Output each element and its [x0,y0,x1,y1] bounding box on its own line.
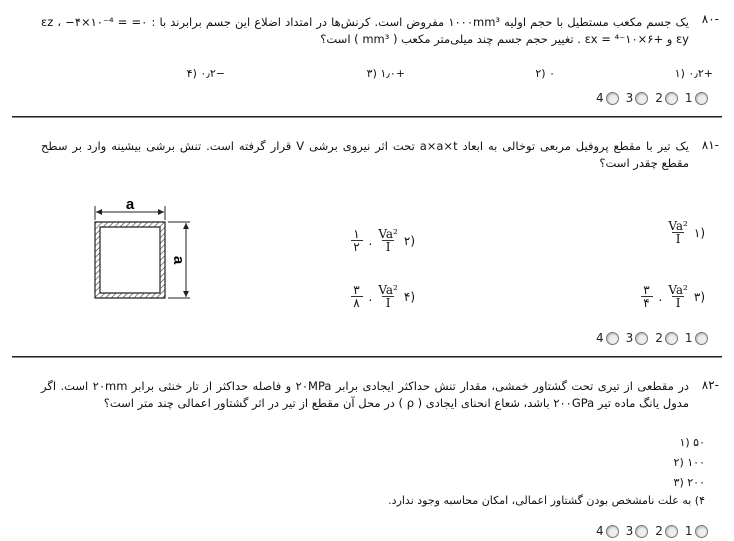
option-4-coefficient: $\frac{۳}{۸}$ [351,284,363,309]
question-80 [32,6,725,86]
option-3: ۲۰۰ (۳ [673,476,705,489]
question-separator [12,116,722,118]
radio-label-4: 4 [596,524,604,538]
option-4: ۴) به علت نامشخص بودن گشتاور اعمالی، امکان محاسبه وجود ندارد. [388,494,705,507]
radio-option-3[interactable] [635,92,648,105]
question-text: یک تیر با مقطع پروفیل مربعی توخالی به ابعاد a×a×t تحت اثر نیروی برشی V قرار گرفته است. تنش برشی بیشینه وارد بر سطح مقطع چقدر است؟ [41,139,690,170]
question-text: یک جسم مکعب مستطیل با حجم اولیه ۱۰۰۰mm³ مفروض است. کرنش‌ها در امتداد اضلاع این جسم برابرند با : ۰= εz ، −۴×۱۰⁻⁴ = εy و +۶×۱۰⁻⁴ = εx . تغییر حجم جسم چند میلی‌متر مکعب ( mm³ ) است؟ [41,15,689,46]
radio-label-3: 3 [625,331,634,345]
radio-label-4: 4 [596,91,604,105]
radio-option-2[interactable] [665,92,678,105]
question-separator [12,356,722,358]
option-2: ۱۰۰ (۲ [673,456,705,469]
option-1-fraction: $\frac{\text{Va²}}{I}$ [668,219,688,246]
radio-option-1[interactable] [695,525,708,538]
question-number: -۸۱ [701,138,719,152]
hollow-square-section-figure [90,200,200,300]
option-1: (۱ $\frac{\text{Va²}}{I}$ [668,219,705,246]
question-82 [32,372,725,514]
radio-label-2: 2 [655,91,663,105]
radio-label-4: 4 [596,331,604,345]
radio-label-1: 1 [684,331,693,345]
radio-option-4[interactable] [606,332,619,345]
option-4: −۰٫۲ (۴ [186,67,225,80]
option-2-coefficient: $\frac{۱}{۲}$ [351,228,363,253]
option-3: (۳ $\frac{\text{Va²}}{I}$ . $\frac{۳}{۴}$ [641,284,706,309]
option-4-fraction: $\frac{\text{Va²}}{I}$ [378,283,398,310]
radio-option-4[interactable] [606,525,619,538]
radio-option-1[interactable] [695,332,708,345]
radio-label-1: 1 [684,524,693,538]
radio-label-2: 2 [655,524,663,538]
radio-label-1: 1 [684,91,693,105]
radio-label-3: 3 [625,524,634,538]
question-text: در مقطعی از تیری تحت گشتاور خمشی، مقدار تنش حداکثر ایجادی برابر ۲۰MPa و فاصله حداکثر از تار خنثی برابر ۲۰mm است. اگر مدول یانگ ماده تیر ۲۰۰GPa باشد، شعاع انحنای ایجادی ( ρ ) در محل آن مقطع از تیر در اثر گشتاور اعمالی چند متر است؟ [41,379,689,410]
radio-option-3[interactable] [635,525,648,538]
option-3: +۱٫۰ (۳ [366,67,405,80]
option-2: (۲ $\frac{\text{Va²}}{I}$ . $\frac{۱}{۲}$ [351,228,416,253]
option-4: (۴ $\frac{\text{Va²}}{I}$ . $\frac{۳}{۸}$ [351,284,416,309]
option-2-fraction: $\frac{\text{Va²}}{I}$ [378,227,398,254]
option-1: ۵۰ (۱ [679,436,705,449]
figure-label-side: a [170,255,187,265]
radio-option-3[interactable] [635,332,648,345]
option-3-coefficient: $\frac{۳}{۴}$ [641,284,653,309]
answer-radio-group-81 [596,331,713,345]
option-3-fraction: $\frac{\text{Va²}}{I}$ [668,283,688,310]
question-number: -۸۲ [701,378,719,392]
option-2: ۰ (۲ [535,67,555,80]
question-number: -۸۰ [701,12,719,26]
answer-radio-group-80 [596,91,713,105]
figure-label-top: a [125,200,135,213]
option-1: +۰٫۲ (۱ [674,67,713,80]
radio-option-4[interactable] [606,92,619,105]
radio-option-2[interactable] [665,332,678,345]
radio-option-2[interactable] [665,525,678,538]
answer-radio-group-82 [596,524,713,538]
radio-label-3: 3 [625,91,634,105]
radio-option-1[interactable] [695,92,708,105]
radio-label-2: 2 [655,331,663,345]
